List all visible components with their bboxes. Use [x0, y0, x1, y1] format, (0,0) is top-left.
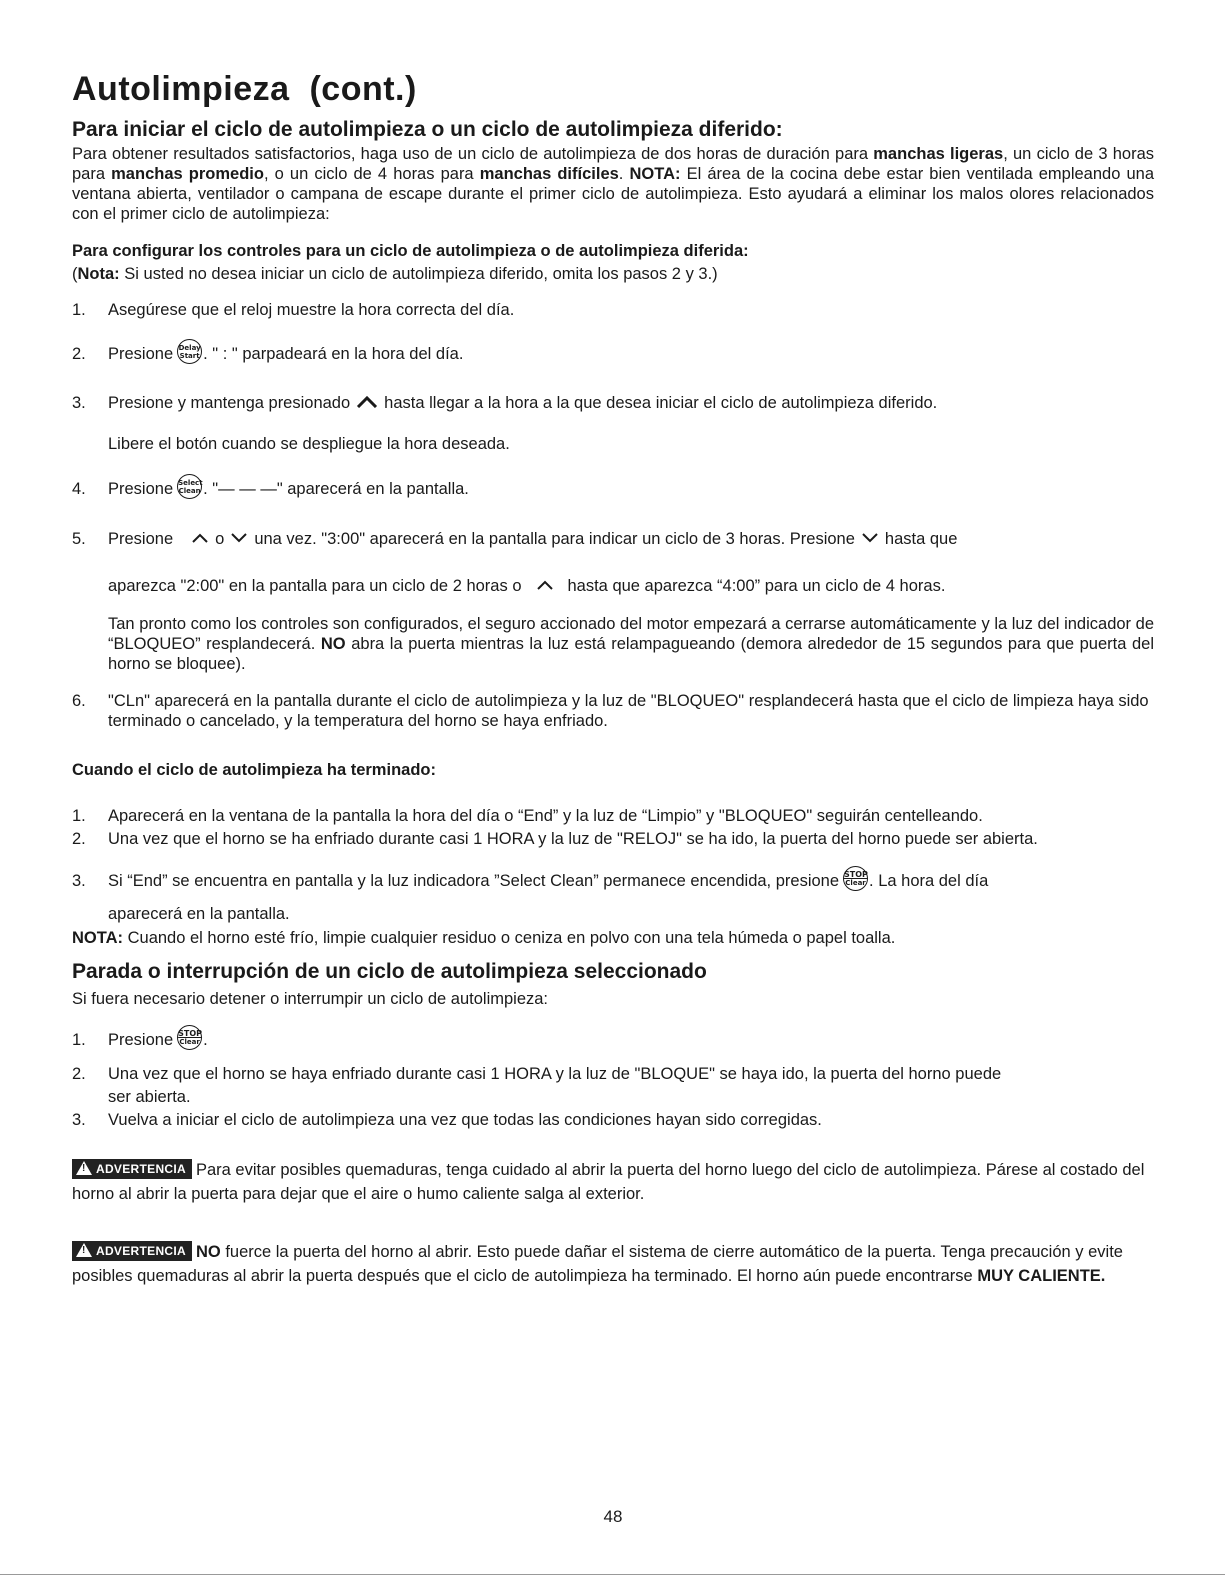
- step-text-before: Presione: [108, 345, 174, 363]
- up-arrow-icon: [536, 580, 554, 590]
- stop-step-2-continuation: ser abierta.: [108, 1088, 191, 1106]
- note-text: Si usted no desea iniciar un ciclo de autolimpieza diferido, omita los pasos 2 y 3.): [119, 265, 718, 283]
- warning-badge-label: ADVERTENCIA: [96, 1244, 186, 1259]
- step-text: Una vez que el horno se ha enfriado durante casi 1 HORA y la luz de "RELOJ" se ha ido, la puerta del horno puede ser abierta.: [108, 830, 1038, 848]
- warning-triangle-icon: !: [76, 1161, 92, 1175]
- select-clean-button-icon: [177, 474, 202, 499]
- note-label: Nota:: [77, 265, 120, 283]
- stop-intro: Si fuera necesario detener o interrumpir un ciclo de autolimpieza:: [72, 990, 549, 1008]
- section-heading-stop: Parada o interrupción de un ciclo de autolimpieza seleccionado: [72, 960, 707, 983]
- button-label-bottom: Clean: [178, 487, 201, 496]
- continuation-text-a: aparezca "2:00" en la pantalla para un ciclo de 2 horas o: [108, 577, 522, 595]
- intro-bold-average: manchas promedio: [111, 165, 264, 183]
- step-text: [108, 1030, 1154, 1050]
- step-number: 3.: [72, 872, 86, 890]
- step-number: 6.: [72, 692, 86, 710]
- step-number: 1.: [72, 301, 86, 319]
- down-arrow-icon: [230, 533, 248, 543]
- step-text-after: .: [203, 1031, 208, 1049]
- intro-text-2: , un ciclo de 3 horas para: [72, 145, 1155, 183]
- warning-text: Para evitar posibles quemaduras, tenga cuidado al abrir la puerta del horno luego del ciclo de autolimpieza. Párese al costado del horno al abrir la puerta para dejar que el aire o humo caliente salga al exterior.: [72, 1161, 1145, 1203]
- intro-text-4: .: [618, 165, 630, 183]
- intro-bold-light: manchas ligeras: [873, 145, 1004, 163]
- button-label-top: STOP: [844, 870, 868, 880]
- warning-do-not-force: [72, 1240, 1154, 1288]
- step-text-middle: una vez. "3:00" aparecerá en la pantalla para indicar un ciclo de 3 horas. Presione: [254, 530, 855, 548]
- page-number: 48: [603, 1507, 623, 1526]
- bottom-rule: [0, 1574, 1225, 1575]
- continuation-bold: NO: [320, 635, 346, 653]
- step-text-before: Si “End” se encuentra en pantalla y la luz indicadora ”Select Clean” permanece encendida, presione: [108, 872, 840, 890]
- step-number: 1.: [72, 1031, 86, 1049]
- warning-badge: [72, 1159, 192, 1179]
- step-number: 4.: [72, 480, 86, 498]
- warning-burns: [72, 1158, 1154, 1206]
- step-text-after: . " : " parpadeará en la hora del día.: [203, 345, 464, 363]
- intro-paragraph: [72, 144, 1154, 224]
- continuation-text-b: abra la puerta mientras la luz está relampagueando (demora alrededor de 15 segundos para que puerta del horno se bloquee).: [108, 635, 1154, 673]
- finished-step-3-continuation: aparecerá en la pantalla.: [108, 905, 290, 923]
- intro-text-5: El área de la cocina debe estar bien ventilada empleando una ventana abierta, ventilador o campana de escape durante el primer ciclo de autolimpieza. Esto ayudará a eliminar los malos olores relacionados con el primer ciclo de autolimpieza:: [72, 165, 1155, 223]
- warning-triangle-icon: !: [76, 1243, 92, 1257]
- intro-bold-note: NOTA:: [629, 165, 681, 183]
- step-number: 2.: [72, 830, 86, 848]
- step-text: "CLn" aparecerá en la pantalla durante el ciclo de autolimpieza y la luz de "BLOQUEO" resplandecerá hasta que el ciclo de limpieza haya sido terminado o cancelado, y la temperatura del horno se haya enfriado.: [108, 692, 1149, 730]
- delay-start-button-icon: [177, 339, 202, 364]
- warning-badge-label: ADVERTENCIA: [96, 1162, 186, 1177]
- step-text: Aparecerá en la ventana de la pantalla la hora del día o “End” y la luz de “Limpio” y "BLOQUEO" seguirán centelleando.: [108, 807, 983, 825]
- note-skip-steps: [72, 264, 718, 284]
- step-text-before: Presione: [108, 480, 174, 498]
- step-text-after: . La hora del día: [869, 872, 989, 890]
- subheading-finished: Cuando el ciclo de autolimpieza ha terminado:: [72, 761, 436, 779]
- button-label-top: Select: [178, 479, 203, 488]
- note-cool-oven: [72, 928, 895, 948]
- step-text: [108, 344, 1154, 364]
- step-text: Vuelva a iniciar el ciclo de autolimpieza una vez que todas las condiciones hayan sido corregidas.: [108, 1111, 822, 1129]
- button-label-bottom: Clear: [845, 879, 866, 888]
- up-arrow-icon: [191, 533, 209, 543]
- step-text-before: Presione: [108, 1031, 174, 1049]
- step-text-after: hasta llegar a la hora a la que desea iniciar el ciclo de autolimpieza diferido.: [384, 394, 938, 412]
- step-text: [108, 871, 1154, 891]
- step-number: 3.: [72, 1111, 86, 1129]
- step-text: [108, 529, 1154, 549]
- step-3-continuation: Libere el botón cuando se despliegue la hora deseada.: [108, 435, 510, 453]
- step-5-continuation-1: [108, 576, 1154, 596]
- warning-bold: NO: [195, 1243, 221, 1261]
- note-paren: (: [72, 265, 78, 283]
- down-arrow-icon: [861, 533, 879, 543]
- button-label-top: STOP: [178, 1029, 203, 1039]
- step-number: 3.: [72, 394, 86, 412]
- step-number: 1.: [72, 807, 86, 825]
- stop-clear-button-icon: [177, 1025, 202, 1050]
- step-number: 5.: [72, 530, 86, 548]
- subheading-configure: Para configurar los controles para un ciclo de autolimpieza o de autolimpieza diferida:: [72, 242, 749, 260]
- intro-text-1: Para obtener resultados satisfactorios, haga uso de un ciclo de autolimpieza de dos horas de duración para: [72, 145, 874, 163]
- warning-badge: [72, 1241, 192, 1261]
- button-label-bottom: Start: [179, 352, 200, 361]
- continuation-text-a: Tan pronto como los controles son configurados, el seguro accionado del motor empezará a cerrarse automáticamente y la luz del indicador de “BLOQUEO” resplandecerá.: [108, 615, 1154, 653]
- section-heading-start: Para iniciar el ciclo de autolimpieza o un ciclo de autolimpieza diferido:: [72, 118, 783, 141]
- step-text: [108, 479, 1154, 499]
- step-text-before: Presione y mantenga presionado: [108, 394, 351, 412]
- step-5-continuation-2: [108, 614, 1154, 674]
- step-number: 2.: [72, 345, 86, 363]
- step-text: [108, 393, 1154, 413]
- step-text-or: o: [215, 530, 225, 548]
- note-label: NOTA:: [72, 929, 124, 947]
- warning-bold-end: MUY CALIENTE.: [977, 1267, 1106, 1285]
- intro-text-3: , o un ciclo de 4 horas para: [263, 165, 480, 183]
- stop-clear-button-icon: [843, 866, 868, 891]
- continuation-text-b: hasta que aparezca “4:00” para un ciclo de 4 horas.: [567, 577, 946, 595]
- warning-text: fuerce la puerta del horno al abrir. Esto puede dañar el sistema de cierre automático de la puerta. Tenga precaución y evite posibles quemaduras al abrir la puerta después que el ciclo de autolimpieza ha terminado. El horno aún puede encontrarse: [72, 1243, 1123, 1285]
- up-arrow-icon: [356, 396, 378, 408]
- button-label-bottom: Clear: [179, 1038, 200, 1047]
- step-text: Asegúrese que el reloj muestre la hora correcta del día.: [108, 301, 515, 319]
- step-text-after: hasta que: [884, 530, 958, 548]
- step-text: Una vez que el horno se haya enfriado durante casi 1 HORA y la luz de "BLOQUE" se haya ido, la puerta del horno puede: [108, 1065, 1002, 1083]
- step-text-after: . "— — —" aparecerá en la pantalla.: [203, 480, 469, 498]
- page-title: Autolimpieza (cont.): [72, 70, 417, 108]
- button-label-top: Delay: [178, 344, 201, 353]
- intro-bold-heavy: manchas difíciles: [479, 165, 619, 183]
- step-text-before: Presione: [108, 530, 174, 548]
- step-number: 2.: [72, 1065, 86, 1083]
- note-text: Cuando el horno esté frío, limpie cualquier residuo o ceniza en polvo con una tela húmeda o papel toalla.: [123, 929, 896, 947]
